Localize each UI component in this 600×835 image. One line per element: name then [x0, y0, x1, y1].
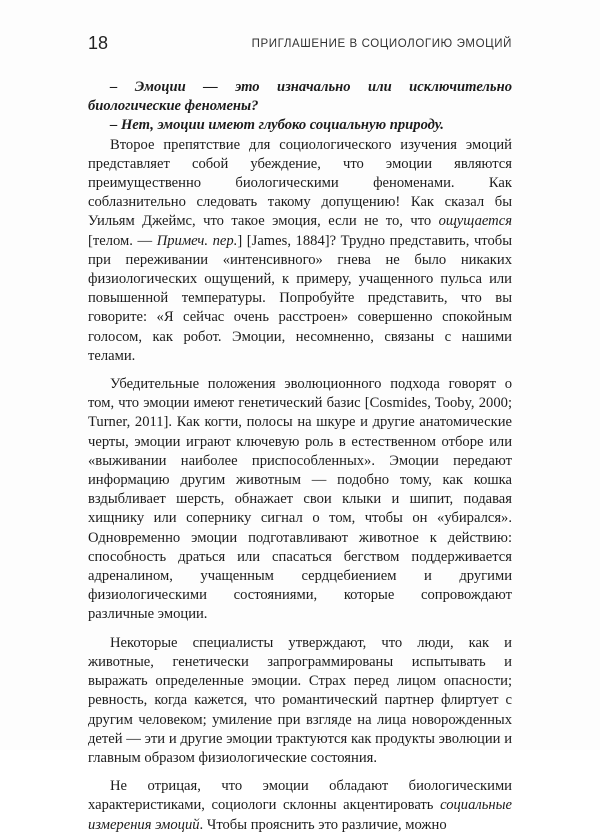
paragraph-2: Убедительные положения эволюционного подхода говорят о том, что эмоции имеют генетический базис [Cosmides, Tooby, 2000; Turner, 2011]. Как когти, полосы на шкуре и другие анатомические черты, эмоции играют ключевую роль в естественном отборе или «выживании наиболее приспособленных». Эмоции передают информацию другим животным — подобно тому, как кошка вздыбливает шерсть, обнажает свои клыки и шипит, подавая хищнику или сопернику сигнал о том, чтобы он «убирался». Одновременно эмоции подготавливают животное к действию: способность драться или спасаться бегством поддерживается адреналином, учащенным сердцебиением и другими физиологическими состояниями, которые сопровождают различные эмоции. [88, 376, 512, 623]
paragraph-4-emphasis: социальные измерения эмоций [88, 797, 512, 833]
paragraph-1-part-c: [телом. — [88, 232, 157, 249]
paragraph-1 [88, 136, 512, 366]
paragraph-1-part-e: ] [James, 1884]? Трудно представить, чтобы при переживании «интенсивного» гнева не было никаких физиологических ощущений, к примеру, учащенного пульса или повышенной температуры. Попробуйте представить, что вы говорите: «Я сейчас очень расстроен» совершенно спокойным голосом, как робот. Эмоции, несомненно, связаны с нашими телами. [88, 232, 512, 364]
paragraph-4-part-c: . Чтобы прояснить это различие, можно [199, 816, 447, 833]
translator-note: Примеч. пер. [156, 232, 238, 249]
page-header [88, 33, 512, 57]
paragraph-1-part-a: Второе препятствие для социологического изучения эмоций представляет собой убеждение, что эмоции являются преимущественно биологическими феноменами. Как соблазнительно следовать такому допущению! Как сказал бы Уильям Джеймс, что такое эмоция, если не то, что [88, 136, 512, 230]
question-line: – Эмоции — это изначально или исключительно биологические феномены? [88, 79, 512, 115]
answer-line: – Нет, эмоции имеют глубоко социальную природу. [110, 117, 444, 134]
page-number: 18 [88, 33, 109, 53]
paragraph-4 [88, 777, 512, 835]
body-text [88, 78, 512, 835]
paragraph-1-emphasis: ощущается [438, 213, 512, 230]
paragraph-4-part-a: Не отрицая, что эмоции обладают биологическими характеристиками, социологи склонны акцентировать [88, 778, 512, 814]
paragraph-3: Некоторые специалисты утверждают, что люди, как и животные, генетически запрограммированы испытывать и выражать определенные эмоции. Страх перед лицом опасности; ревность, когда кажется, что романтический партнер флиртует с другим человеком; умиление при взгляде на лица новорожденных детей — эти и другие эмоции трактуются как продукты эволюции и главным образом физиологические состояния. [88, 634, 512, 766]
running-head: ПРИГЛАШЕНИЕ В СОЦИОЛОГИЮ ЭМОЦИЙ [251, 38, 512, 50]
